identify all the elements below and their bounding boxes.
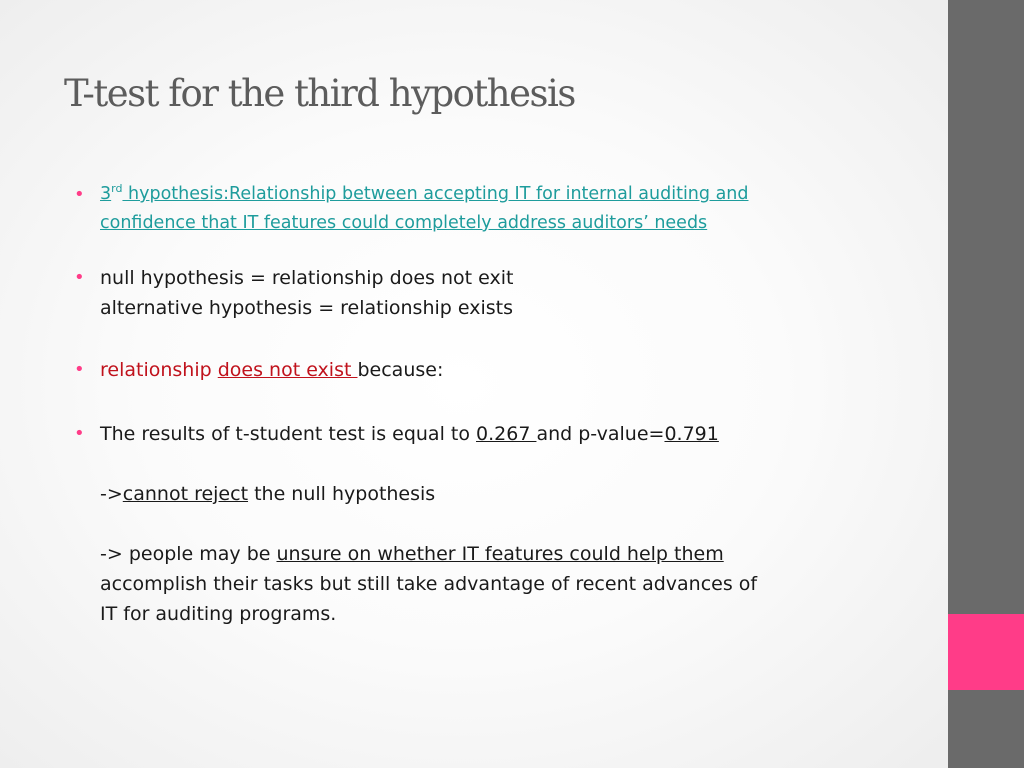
results-text-1: The results of t-student test is equal to xyxy=(100,423,477,445)
bullet-marker: • xyxy=(74,423,85,444)
alternative-hypothesis-text: alternative hypothesis = relationship exists xyxy=(100,297,513,319)
null-hypothesis-rest: the null hypothesis xyxy=(248,483,436,505)
hypothesis-line-1 xyxy=(100,180,900,209)
bullet-list xyxy=(74,180,900,629)
cannot-reject-text: cannot reject xyxy=(122,483,249,505)
null-hypothesis-text: null hypothesis = relationship does not exit xyxy=(100,267,514,289)
because-text: because: xyxy=(357,359,444,381)
bullet-conclusion xyxy=(74,355,900,385)
spacer xyxy=(100,509,900,539)
hypothesis-text-2: confidence that IT features could completely address auditors’ needs xyxy=(100,213,708,233)
results-line xyxy=(100,419,900,449)
p-value: 0.791 xyxy=(664,423,719,445)
spacer xyxy=(100,449,900,479)
bullet-hypothesis-statement xyxy=(74,180,900,238)
auditing-programs-line: IT for auditing programs. xyxy=(100,603,337,625)
hypothesis-ordinal: rd xyxy=(111,182,123,196)
sidebar-accent-block xyxy=(948,614,1024,690)
conclusion-line xyxy=(100,355,900,385)
people-line xyxy=(100,539,900,569)
does-not-exist-text: does not exist xyxy=(217,359,358,381)
unsure-text: unsure on whether IT features could help them xyxy=(276,543,724,565)
bullet-marker: • xyxy=(74,359,85,380)
sidebar-band xyxy=(948,0,1024,768)
arrow-1: -> xyxy=(100,483,123,505)
bullet-marker: • xyxy=(74,184,85,205)
cannot-reject-line xyxy=(100,479,900,509)
slide-title: T-test for the third hypothesis xyxy=(64,72,575,115)
bullet-marker: • xyxy=(74,267,85,288)
hypothesis-text-1: hypothesis:Relationship between accepting IT for internal auditing and xyxy=(122,184,749,204)
relationship-text: relationship xyxy=(100,359,218,381)
bullet-null-alternative xyxy=(74,263,900,323)
bullet-results xyxy=(74,419,900,629)
arrow-2-text: -> people may be xyxy=(100,543,277,565)
t-value: 0.267 xyxy=(476,423,537,445)
hypothesis-number: 3 xyxy=(100,184,112,204)
results-text-2: and p-value= xyxy=(536,423,665,445)
accomplish-line: accomplish their tasks but still take advantage of recent advances of xyxy=(100,573,758,595)
